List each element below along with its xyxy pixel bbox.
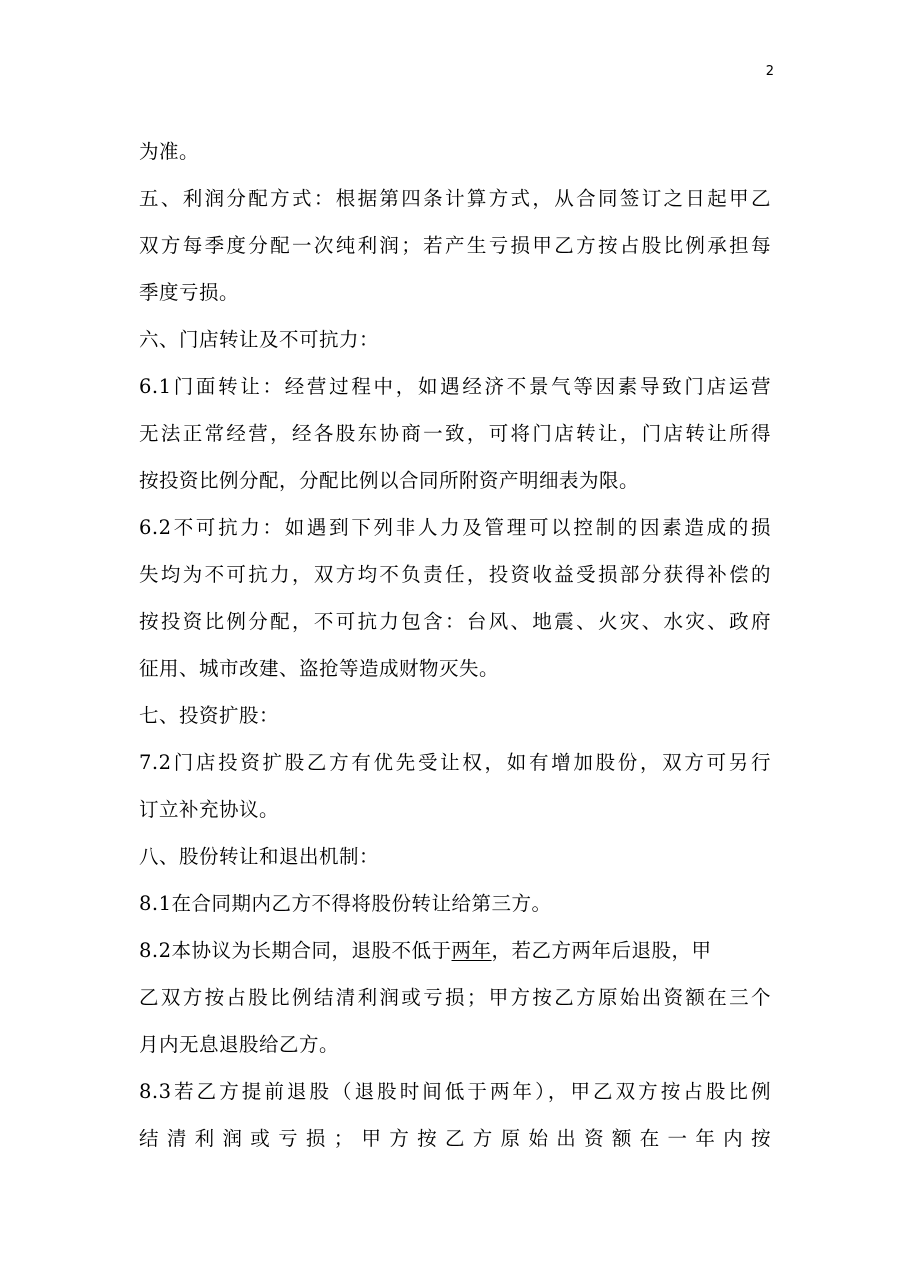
text-line: 乙双方按占股比例结清利润或亏损；甲方按乙方原始出资额在三个 xyxy=(139,986,771,1009)
text-line: 按投资比例分配，分配比例以合同所附资产明细表为限。 xyxy=(139,469,640,492)
text-line xyxy=(139,933,771,969)
section-heading: 六、门店转让及不可抗力： xyxy=(139,328,380,351)
text-line: 双方每季度分配一次纯利润；若产生亏损甲乙方按占股比例承担每 xyxy=(139,234,771,257)
text-line: 结清利润或亏损；甲方按乙方原始出资额在一年内按 xyxy=(139,1127,771,1150)
text-line: 五、利润分配方式：根据第四条计算方式，从合同签订之日起甲乙 xyxy=(139,187,771,210)
text-line: 月内无息退股给乙方。 xyxy=(139,1033,340,1056)
text-line: 订立补充协议。 xyxy=(139,798,280,821)
section-heading: 七、投资扩股： xyxy=(139,704,280,727)
text-line: 6.1门面转让：经营过程中，如遇经济不景气等因素导致门店运营 xyxy=(139,375,771,398)
text-line: 季度亏损。 xyxy=(139,281,240,304)
underlined-term: 两年 xyxy=(451,939,492,962)
text-line: 8.3若乙方提前退股（退股时间低于两年），甲乙双方按占股比例 xyxy=(139,1080,771,1103)
text-line: 为准。 xyxy=(139,140,200,163)
text-segment: ，若乙方两年后退股，甲 xyxy=(491,939,712,962)
text-line: 征用、城市改建、盗抢等造成财物灭失。 xyxy=(139,657,500,680)
text-line: 6.2不可抗力：如遇到下列非人力及管理可以控制的因素造成的损 xyxy=(139,516,771,539)
page-number: 2 xyxy=(765,64,774,79)
text-line: 按投资比例分配，不可抗力包含：台风、地震、火灾、水灾、政府 xyxy=(139,610,771,633)
text-line: 7.2门店投资扩股乙方有优先受让权，如有增加股份，双方可另行 xyxy=(139,751,771,774)
text-line: 8.1在合同期内乙方不得将股份转让给第三方。 xyxy=(139,892,552,915)
text-line: 失均为不可抗力，双方均不负责任，投资收益受损部分获得补偿的 xyxy=(139,563,771,586)
section-heading: 八、股份转让和退出机制： xyxy=(139,845,380,868)
text-segment: 8.2本协议为长期合同，退股不低于 xyxy=(139,939,452,962)
text-line: 无法正常经营，经各股东协商一致，可将门店转让，门店转让所得 xyxy=(139,422,771,445)
